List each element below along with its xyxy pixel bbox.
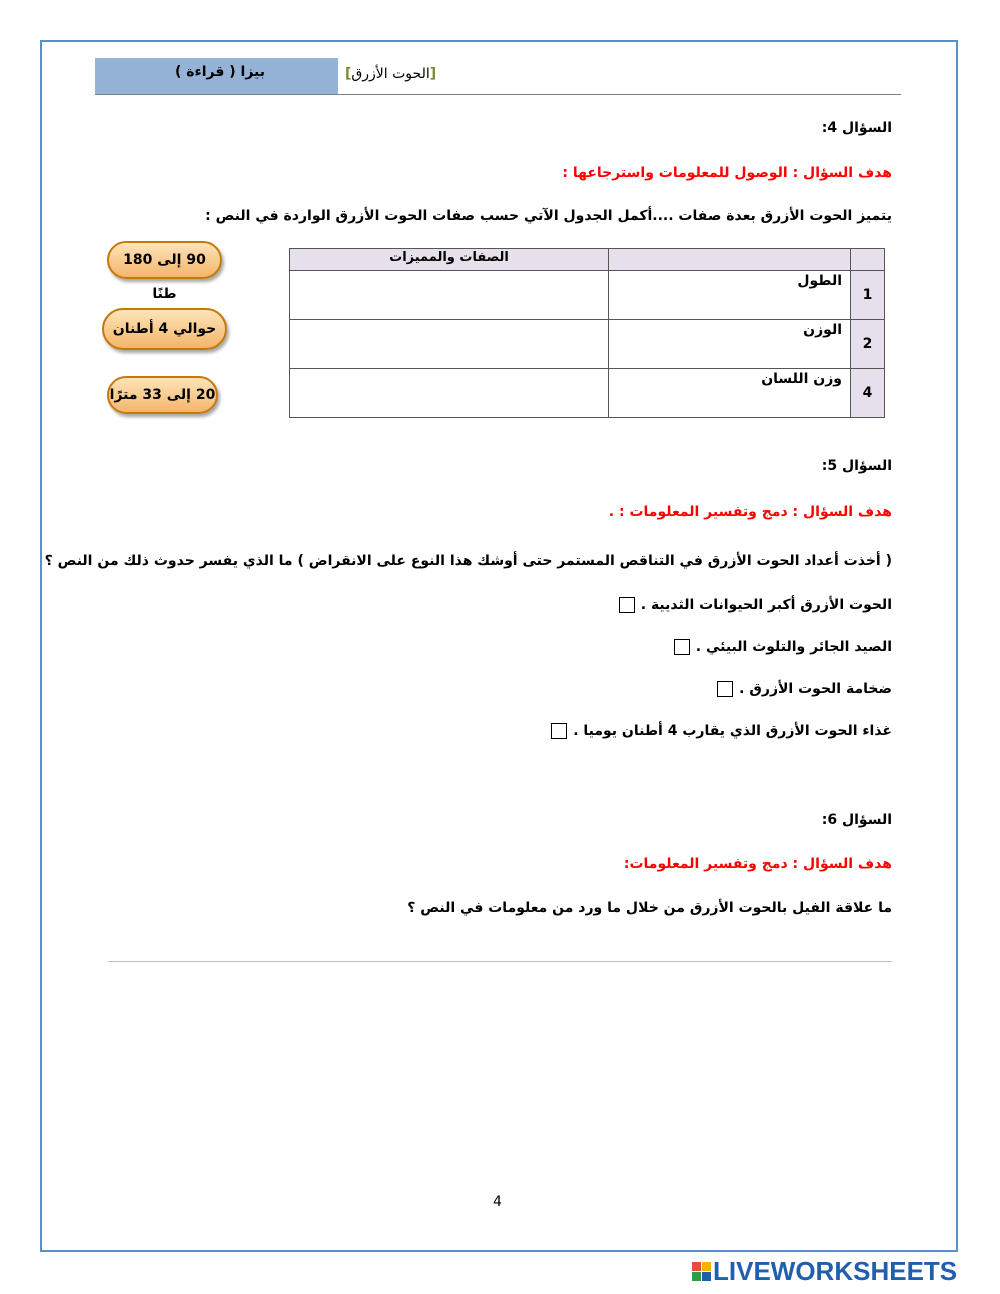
answer-drop-cell[interactable] [290,369,609,418]
answer-chip[interactable]: حوالي 4 أطنان [102,308,227,350]
table-header-label [609,249,851,271]
q5-prompt: ( أخذت أعداد الحوت الأزرق في التناقص المستمر حتى أوشك هذا النوع على الانقراض ) ما الذي يفسر حدوث ذلك من النص ؟ [44,553,892,569]
q6-number: السؤال 6: [821,812,892,828]
subject-label: بيزا ( قراءة ) [175,64,265,80]
answer-drop-cell[interactable] [290,320,609,369]
table-row [290,271,885,320]
option-label: الحوت الأزرق أكبر الحيوانات الثديية . [640,597,892,613]
table-row [290,320,885,369]
checkbox[interactable] [674,639,690,655]
row-number: 1 [851,271,885,320]
table-header-num [851,249,885,271]
bracket-open: [ [345,66,352,82]
table-row [290,369,885,418]
row-label: وزن اللسان [609,369,851,418]
checkbox[interactable] [717,681,733,697]
q5-goal: هدف السؤال : دمج وتفسير المعلومات : . [608,504,892,520]
answer-drop-cell[interactable] [290,271,609,320]
answer-line [108,961,892,962]
traits-table [289,248,885,418]
option-row[interactable] [717,681,892,697]
option-row[interactable] [619,597,892,613]
row-label: الطول [609,271,851,320]
bracket-close: ] [429,66,437,82]
row-label: الوزن [609,320,851,369]
option-row[interactable] [551,723,892,739]
lesson-title [345,66,436,82]
table-header-traits: الصفات والمميزات [290,249,609,271]
option-label: ضخامة الحوت الأزرق . [739,681,892,697]
liveworksheets-icon [692,1262,711,1281]
option-label: غذاء الحوت الأزرق الذي يقارب 4 أطنان يوميا . [573,723,892,739]
option-label: الصيد الجائر والتلوث البيئي . [695,639,892,655]
q6-prompt: ما علاقة الفيل بالحوت الأزرق من خلال ما ورد من معلومات في النص ؟ [407,900,892,916]
header-divider [95,94,901,95]
table-header-row [290,249,885,271]
option-row[interactable] [674,639,892,655]
row-number: 4 [851,369,885,418]
q4-number: السؤال 4: [821,120,892,136]
row-number: 2 [851,320,885,369]
brand-logo [692,1256,957,1287]
q6-goal: هدف السؤال : دمج وتفسير المعلومات: [623,856,892,872]
lesson-title-text: الحوت الأزرق [351,66,430,82]
q4-goal: هدف السؤال : الوصول للمعلومات واسترجاعها : [562,165,892,181]
checkbox[interactable] [619,597,635,613]
checkbox[interactable] [551,723,567,739]
q4-prompt: يتميز الحوت الأزرق بعدة صفات ....أكمل الجدول الآتي حسب صفات الحوت الأزرق الواردة في النص : [205,208,892,224]
page-number: 4 [493,1194,502,1210]
answer-chip[interactable]: 20 إلى 33 مترًا [107,376,218,414]
q5-number: السؤال 5: [821,458,892,474]
brand-text: LIVEWORKSHEETS [713,1256,958,1286]
answer-chip[interactable]: 90 إلى 180 طنًا [107,241,222,279]
